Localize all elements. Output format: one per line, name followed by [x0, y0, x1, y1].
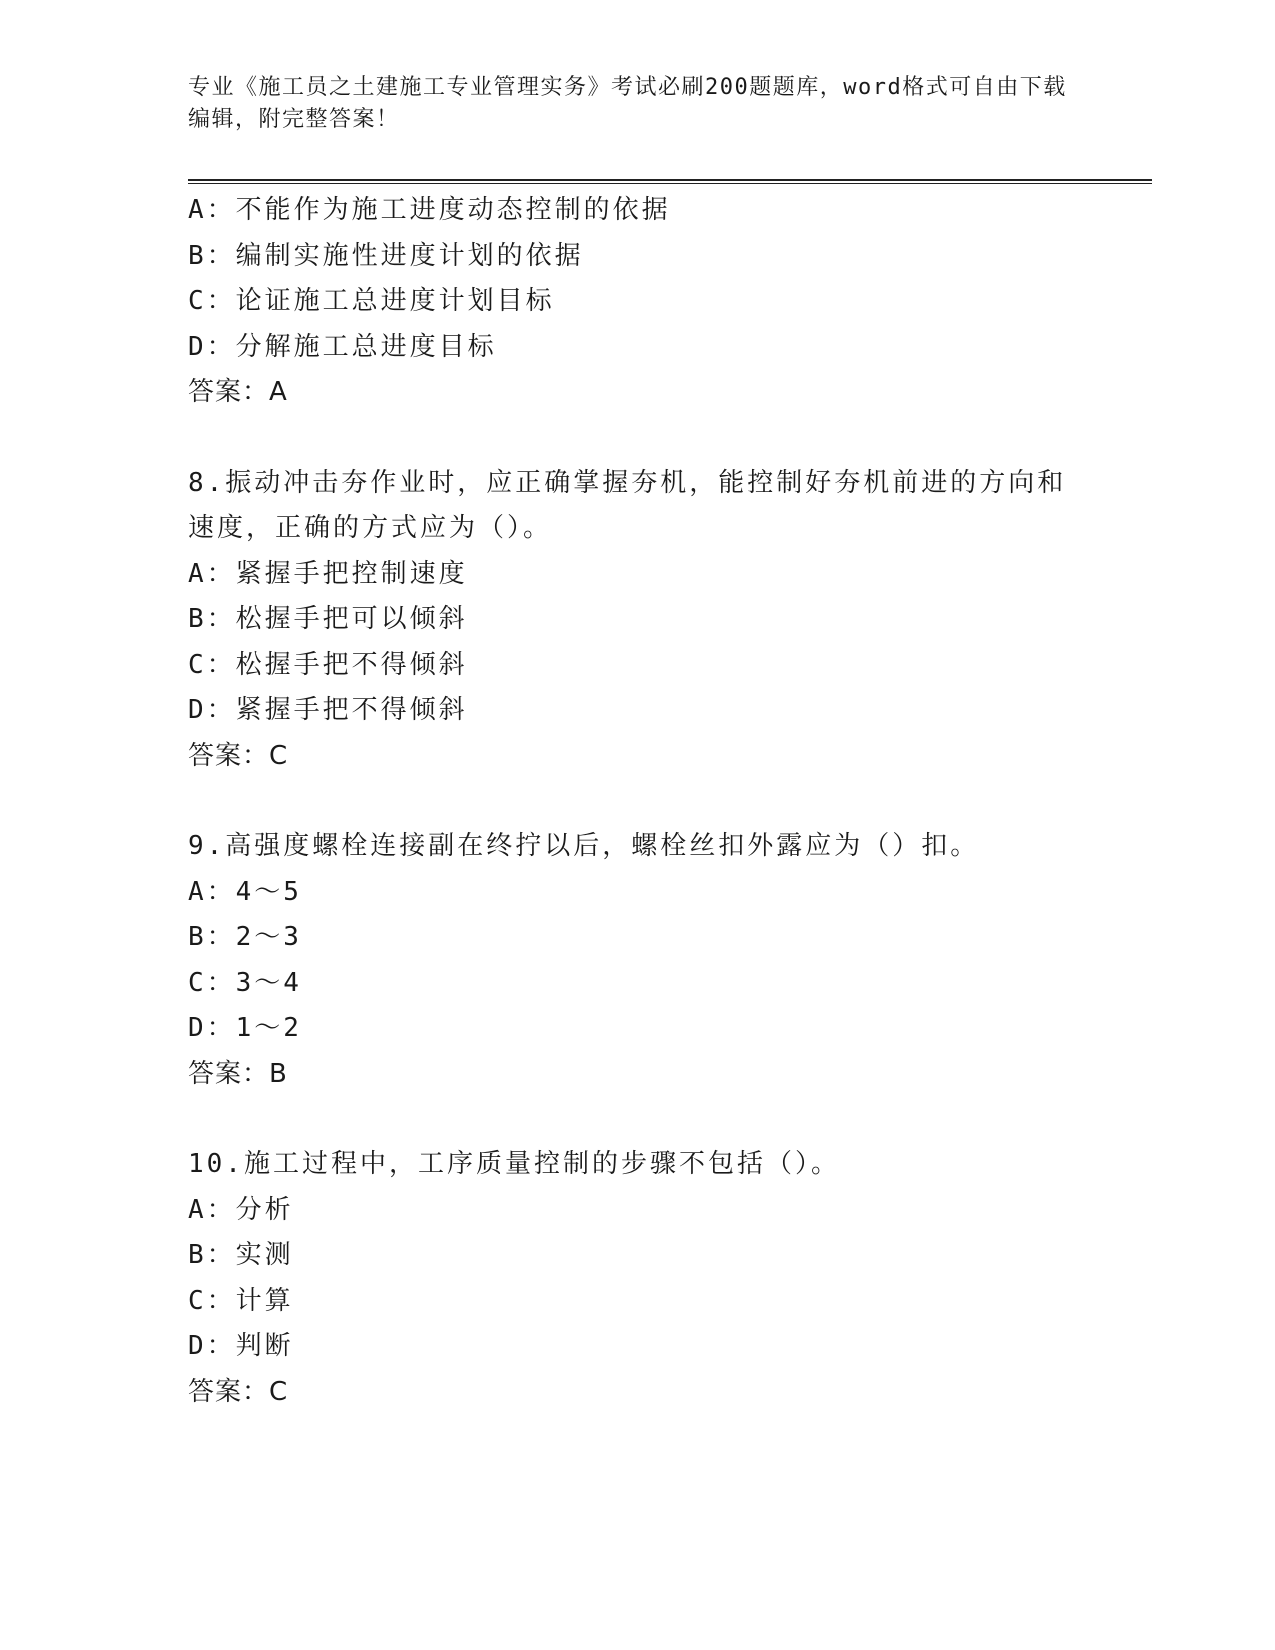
option-a: A：紧握手把控制速度 [188, 558, 468, 589]
option-d: D：分解施工总进度目标 [188, 331, 497, 362]
spacer [188, 779, 1148, 824]
option-b: B：松握手把可以倾斜 [188, 604, 468, 634]
answer-line: 答案：C [188, 740, 289, 771]
option-b: B：编制实施性进度计划的依据 [188, 240, 584, 271]
answer-line: 答案：B [188, 1058, 288, 1089]
option-d: D：紧握手把不得倾斜 [188, 695, 468, 725]
spacer [188, 1097, 1148, 1142]
option-c: C：松握手把不得倾斜 [188, 649, 468, 680]
option-b: B：实测 [188, 1240, 294, 1270]
option-a: A：4～5 [188, 876, 302, 907]
question-stem: 8.振动冲击夯作业时，应正确掌握夯机，能控制好夯机前进的方向和速度，正确的方式应为（）。 [188, 467, 1067, 543]
option-a: A：不能作为施工进度动态控制的依据 [188, 195, 671, 225]
document-intro: 专业《施工员之土建施工专业管理实务》考试必刷200题题库，word格式可自由下载编辑，附完整答案！ [188, 75, 1067, 132]
question-list [188, 188, 1148, 1415]
option-d: D：判断 [188, 1331, 294, 1361]
option-c: C：论证施工总进度计划目标 [188, 286, 555, 316]
option-c: C：计算 [188, 1285, 294, 1316]
header-divider [188, 179, 1152, 184]
question-block-8 [188, 461, 1148, 780]
question-block-10 [188, 1142, 1148, 1415]
spacer [188, 416, 1148, 461]
answer-line: 答案：C [188, 1376, 289, 1407]
option-a: A：分析 [188, 1194, 294, 1225]
question-stem: 10.施工过程中，工序质量控制的步骤不包括（）。 [188, 1149, 840, 1179]
option-d: D：1～2 [188, 1013, 302, 1043]
option-b: B：2～3 [188, 922, 302, 952]
answer-line: 答案：A [188, 377, 288, 407]
question-block-7 [188, 188, 1148, 416]
question-stem: 9.高强度螺栓连接副在终拧以后，螺栓丝扣外露应为（）扣。 [188, 831, 980, 861]
option-c: C：3～4 [188, 967, 302, 998]
question-block-9 [188, 824, 1148, 1097]
